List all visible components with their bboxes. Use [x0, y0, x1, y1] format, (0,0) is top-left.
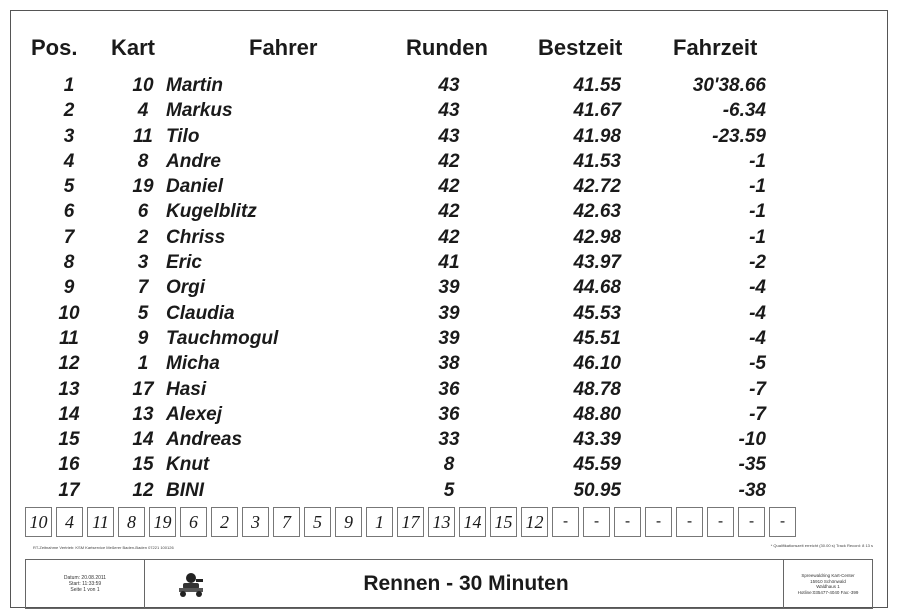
- kart-cell: 5: [137, 302, 149, 324]
- kart-cell: 8: [137, 150, 149, 172]
- timing-vendor-note: RT-Zeitnahme Vertrieb: KSM Kartservice Meßerer Baden-Baden 07221 100126: [33, 545, 174, 550]
- table-row: [11, 301, 887, 326]
- kart-order-strip: [25, 507, 796, 537]
- position-cell: 3: [63, 125, 75, 147]
- position-cell: 12: [58, 353, 80, 375]
- race-time-cell: -7: [749, 403, 766, 425]
- position-cell: 14: [58, 403, 80, 425]
- race-time-cell: -23.59: [712, 125, 766, 147]
- race-info: [26, 560, 145, 608]
- position-cell: 5: [63, 176, 75, 198]
- race-time-cell: -35: [738, 454, 766, 476]
- kart-cell: 17: [132, 378, 154, 400]
- table-row: [11, 326, 887, 351]
- kart-order-box: 7: [273, 507, 300, 537]
- race-time-cell: -2: [749, 252, 766, 274]
- table-row: [11, 174, 887, 199]
- kart-order-box: 4: [56, 507, 83, 537]
- kart-cell: 11: [133, 125, 153, 147]
- position-cell: 11: [59, 327, 79, 349]
- table-row: [11, 199, 887, 224]
- kart-order-box: -: [583, 507, 610, 537]
- laps-cell: 41: [438, 252, 460, 274]
- race-time-cell: -6.34: [722, 100, 766, 122]
- best-lap-cell: 45.53: [573, 302, 621, 324]
- position-cell: 7: [63, 226, 75, 248]
- driver-name-cell: Eric: [166, 252, 202, 274]
- laps-cell: 43: [438, 125, 460, 147]
- table-row: [11, 351, 887, 376]
- kart-order-box: 12: [521, 507, 548, 537]
- race-time-cell: -4: [749, 277, 766, 299]
- kart-order-box: 17: [397, 507, 424, 537]
- race-title: Rennen - 30 Minuten: [363, 572, 569, 595]
- laps-cell: 43: [438, 75, 460, 96]
- kart-order-box: 10: [25, 507, 52, 537]
- driver-name-cell: Kugelblitz: [166, 201, 257, 223]
- best-lap-cell: 41.53: [573, 150, 621, 172]
- driver-name-cell: Knut: [166, 454, 210, 476]
- race-time-cell: -1: [749, 201, 766, 223]
- kart-order-box: -: [676, 507, 703, 537]
- driver-name-cell: BINI: [166, 479, 204, 501]
- laps-cell: 43: [438, 100, 460, 122]
- position-cell: 16: [58, 454, 80, 476]
- race-time-cell: -1: [749, 150, 766, 172]
- driver-name-cell: Andreas: [166, 429, 243, 451]
- best-lap-cell: 42.63: [573, 201, 621, 223]
- laps-cell: 39: [438, 277, 460, 299]
- table-row: [11, 250, 887, 275]
- contact-line: Hotline:035477-4040 Fax:-399: [797, 589, 859, 595]
- table-row: [11, 98, 887, 123]
- contact-line: 15910 Schönwald: [810, 578, 846, 584]
- driver-name-cell: Tilo: [166, 125, 200, 147]
- laps-cell: 36: [438, 403, 460, 425]
- best-lap-cell: 50.95: [573, 479, 621, 501]
- race-time-cell: -38: [738, 479, 766, 501]
- best-lap-cell: 42.72: [573, 176, 621, 198]
- laps-cell: 42: [438, 150, 460, 172]
- best-lap-cell: 45.59: [573, 454, 621, 476]
- header-kart: Kart: [111, 35, 156, 60]
- kart-cell: 10: [132, 75, 154, 96]
- laps-cell: 38: [438, 353, 460, 375]
- laps-cell: 8: [443, 454, 455, 476]
- results-sheet: [10, 10, 888, 608]
- driver-name-cell: Micha: [166, 353, 220, 375]
- driver-name-cell: Martin: [166, 75, 223, 96]
- kart-cell: 3: [137, 252, 149, 274]
- position-cell: 15: [58, 429, 80, 451]
- page-number: Seite 1 von 1: [70, 587, 100, 593]
- position-cell: 8: [63, 252, 75, 274]
- table-row: [11, 478, 887, 503]
- laps-cell: 5: [443, 479, 455, 501]
- driver-name-cell: Claudia: [166, 302, 235, 324]
- kart-order-box: 11: [87, 507, 114, 537]
- header-pos: Pos.: [31, 35, 78, 60]
- kart-cell: 9: [137, 327, 149, 349]
- kart-order-box: 14: [459, 507, 486, 537]
- driver-name-cell: Orgi: [166, 277, 206, 299]
- header-bestzeit: Bestzeit: [538, 35, 623, 60]
- kart-order-box: 8: [118, 507, 145, 537]
- kart-order-box: 9: [335, 507, 362, 537]
- driver-name-cell: Hasi: [166, 378, 207, 400]
- best-lap-cell: 41.55: [573, 75, 621, 96]
- table-row: [11, 452, 887, 477]
- table-row: [11, 377, 887, 402]
- best-lap-cell: 48.80: [573, 403, 621, 425]
- best-lap-cell: 44.68: [573, 277, 621, 299]
- best-lap-cell: 45.51: [573, 327, 621, 349]
- kart-driver-icon: [176, 570, 206, 598]
- laps-cell: 42: [438, 176, 460, 198]
- position-cell: 1: [63, 75, 75, 96]
- position-cell: 13: [58, 378, 80, 400]
- table-row: [11, 402, 887, 427]
- table-row: [11, 225, 887, 250]
- laps-cell: 36: [438, 378, 460, 400]
- best-lap-cell: 41.98: [573, 125, 621, 147]
- header-fahrer: Fahrer: [249, 35, 318, 60]
- header-fahrzeit: Fahrzeit: [673, 35, 758, 60]
- position-cell: 6: [63, 201, 75, 223]
- contact-line: Waldhaus 1: [816, 584, 840, 589]
- table-row: [11, 275, 887, 300]
- driver-name-cell: Tauchmogul: [166, 327, 279, 349]
- driver-name-cell: Alexej: [166, 403, 222, 425]
- kart-order-box: 19: [149, 507, 176, 537]
- laps-cell: 39: [438, 302, 460, 324]
- position-cell: 4: [63, 150, 75, 172]
- table-row: [11, 427, 887, 452]
- kart-cell: 12: [132, 479, 154, 501]
- kart-cell: 2: [137, 226, 149, 248]
- driver-name-cell: Daniel: [166, 176, 224, 198]
- kart-order-box: 15: [490, 507, 517, 537]
- race-time-cell: -5: [749, 353, 766, 375]
- laps-cell: 33: [438, 429, 460, 451]
- laps-cell: 42: [438, 226, 460, 248]
- position-cell: 9: [63, 277, 75, 299]
- header-runden: Runden: [406, 35, 488, 60]
- kart-cell: 7: [137, 277, 149, 299]
- track-contact: [783, 560, 872, 608]
- best-lap-cell: 43.97: [573, 252, 621, 274]
- kart-order-box: -: [769, 507, 796, 537]
- kart-cell: 6: [137, 201, 149, 223]
- qualification-note: * Qualifikationszeit erreicht (30.00 s) Track Record: 8 13 s: [770, 543, 873, 548]
- laps-cell: 39: [438, 327, 460, 349]
- kart-cell: 1: [137, 353, 149, 375]
- kart-order-box: 2: [211, 507, 238, 537]
- kart-order-box: 1: [366, 507, 393, 537]
- kart-order-box: 3: [242, 507, 269, 537]
- kart-order-box: -: [645, 507, 672, 537]
- best-lap-cell: 41.67: [573, 100, 621, 122]
- laps-cell: 42: [438, 201, 460, 223]
- kart-cell: 19: [132, 176, 154, 198]
- kart-order-box: -: [738, 507, 765, 537]
- best-lap-cell: 48.78: [573, 378, 621, 400]
- race-start: Start: 11:33:59: [68, 581, 102, 587]
- kart-order-box: -: [552, 507, 579, 537]
- kart-order-box: 6: [180, 507, 207, 537]
- table-row: [11, 73, 887, 98]
- kart-order-box: 13: [428, 507, 455, 537]
- driver-name-cell: Chriss: [166, 226, 226, 248]
- position-cell: 2: [63, 100, 75, 122]
- kart-order-box: -: [707, 507, 734, 537]
- race-date: Datum: 20.08.2011: [63, 575, 107, 581]
- kart-cell: 13: [132, 403, 154, 425]
- race-time-cell: -1: [749, 226, 766, 248]
- race-time-cell: -4: [749, 327, 766, 349]
- race-time-cell: -4: [749, 302, 766, 324]
- race-time-cell: -1: [749, 176, 766, 198]
- kart-order-box: -: [614, 507, 641, 537]
- footer: [25, 559, 873, 609]
- driver-name-cell: Markus: [166, 100, 233, 122]
- race-time-cell: 30'38.66: [692, 75, 766, 96]
- kart-cell: 14: [132, 429, 154, 451]
- kart-cell: 15: [132, 454, 154, 476]
- position-cell: 17: [58, 479, 80, 501]
- kart-order-box: 5: [304, 507, 331, 537]
- race-time-cell: -7: [749, 378, 766, 400]
- contact-line: Spreewaldring Kart-Center: [801, 573, 855, 578]
- driver-name-cell: Andre: [166, 150, 221, 172]
- table-row: [11, 124, 887, 149]
- best-lap-cell: 46.10: [573, 353, 621, 375]
- kart-cell: 4: [137, 100, 149, 122]
- best-lap-cell: 43.39: [573, 429, 621, 451]
- best-lap-cell: 42.98: [573, 226, 621, 248]
- table-row: [11, 149, 887, 174]
- results-table: [11, 73, 887, 503]
- race-time-cell: -10: [738, 429, 766, 451]
- position-cell: 10: [58, 302, 80, 324]
